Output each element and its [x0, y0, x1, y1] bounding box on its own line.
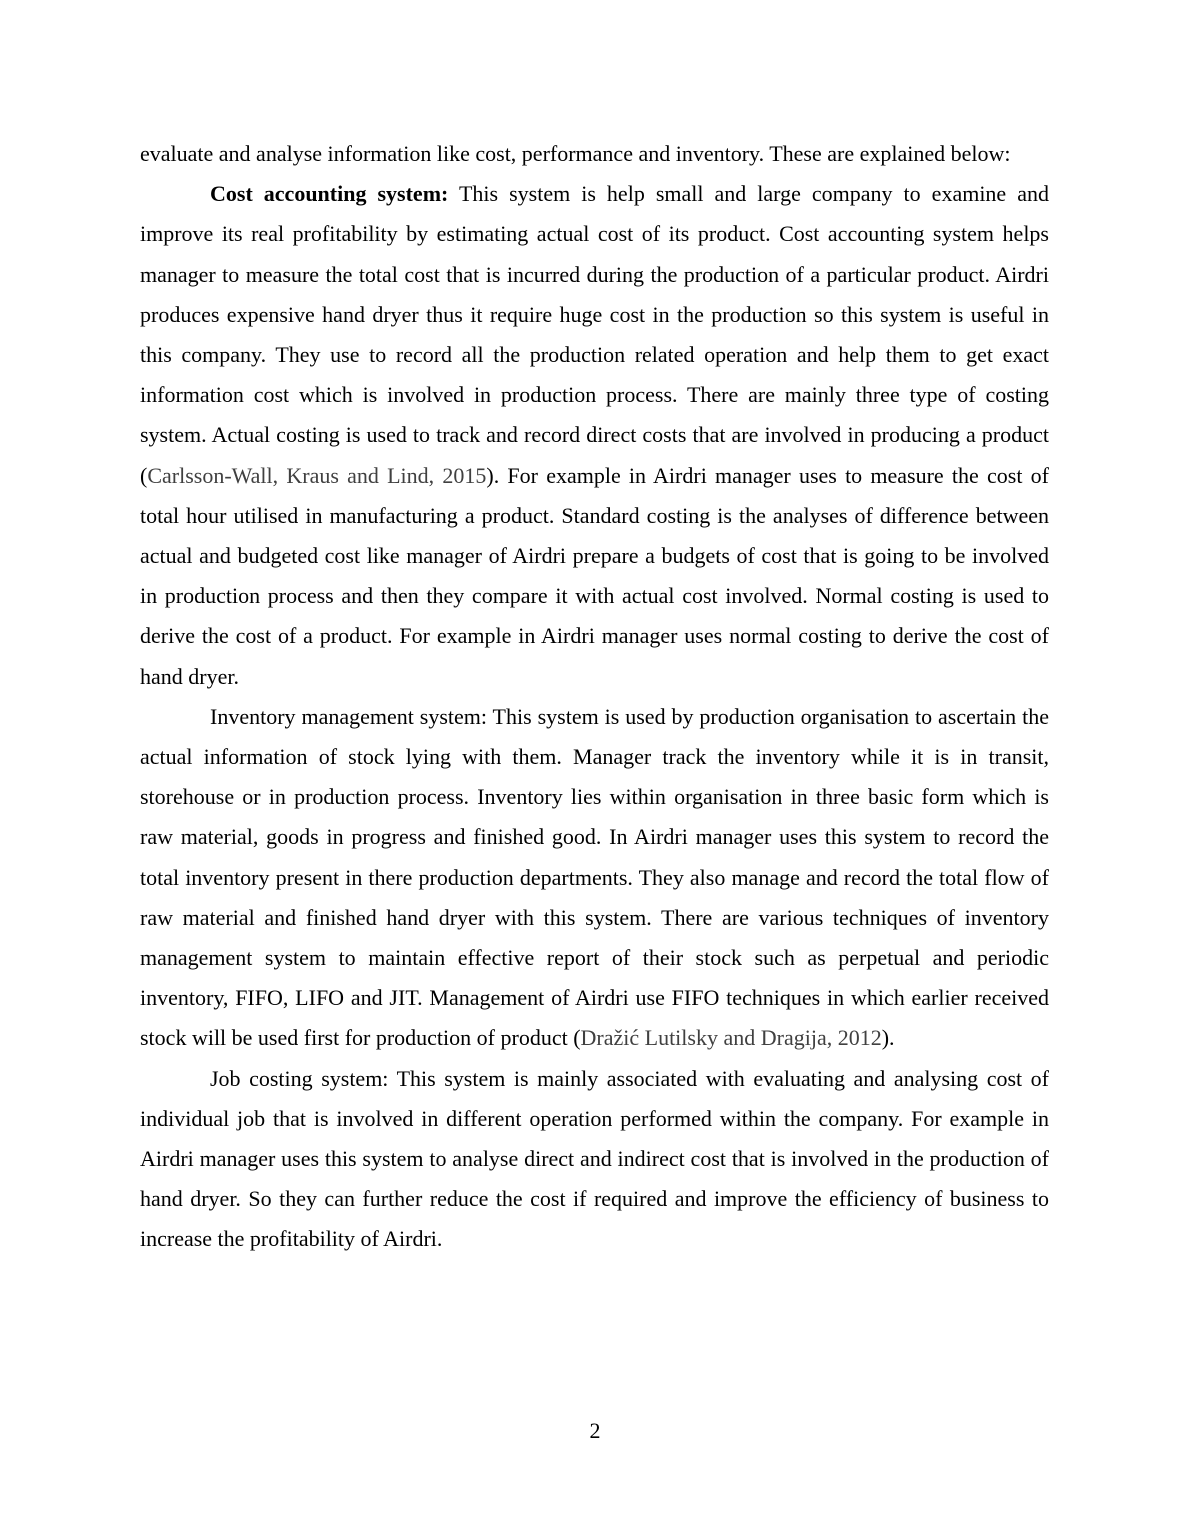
inventory-text-part2: ). [881, 1025, 895, 1051]
paragraph-inventory-management [140, 697, 1049, 1059]
body-text [140, 134, 1049, 1260]
cost-accounting-text-part2: ). For example in Airdri manager uses to measure the cost of total hour utilised in manufacturing a product. Standard costing is the analyses of difference between actual and budgeted cost like manager of Airdri prepare a budgets of cost that is going to be involved in production process and then they compare it with actual cost involved. Normal costing is used to derive the cost of a product. For example in Airdri manager uses normal costing to derive the cost of hand dryer. [140, 462, 1049, 689]
cost-accounting-heading: Cost accounting system: [210, 181, 449, 207]
page-number: 2 [589, 1418, 601, 1443]
paragraph-intro [140, 134, 1049, 174]
paragraph-cost-accounting [140, 174, 1049, 697]
citation-drazic-lutilsky: Dražić Lutilsky and Dragija, 2012 [580, 1025, 882, 1051]
paragraph-intro-text: evaluate and analyse information like cost, performance and inventory. These are explained below: [140, 141, 1011, 166]
paragraph-job-costing [140, 1059, 1049, 1260]
job-costing-text: Job costing system: This system is mainly associated with evaluating and analysing cost of individual job that is involved in different operation performed within the company. For example in Airdri manager uses this system to analyse direct and indirect cost that is involved in the production of hand dryer. So they can further reduce the cost if required and improve the efficiency of business to increase the profitability of Airdri. [140, 1065, 1049, 1252]
cost-accounting-text-part1: This system is help small and large company to examine and improve its real profitability by estimating actual cost of its product. Cost accounting system helps manager to measure the total cost that is incurred during the production of a particular product. Airdri produces expensive hand dryer thus it require huge cost in the production so this system is useful in this company. They use to record all the production related operation and help them to get exact information cost which is involved in production process. There are mainly three type of costing system. Actual costing is used to track and record direct costs that are involved in producing a product ( [140, 181, 1049, 488]
citation-carlsson-wall: Carlsson-Wall, Kraus and Lind, 2015 [147, 462, 487, 488]
inventory-text-part1: Inventory management system: This system is used by production organisation to ascertain the actual information of stock lying with them. Manager track the inventory while it is in transit, storehouse or in production process. Inventory lies within organisation in three basic form which is raw material, goods in progress and finished good. In Airdri manager uses this system to record the total inventory present in there production departments. They also manage and record the total flow of raw material and finished hand dryer with this system. There are various techniques of inventory management system to maintain effective report of their stock such as perpetual and periodic inventory, FIFO, LIFO and JIT. Management of Airdri use FIFO techniques in which earlier received stock will be used first for production of product ( [140, 703, 1049, 1051]
